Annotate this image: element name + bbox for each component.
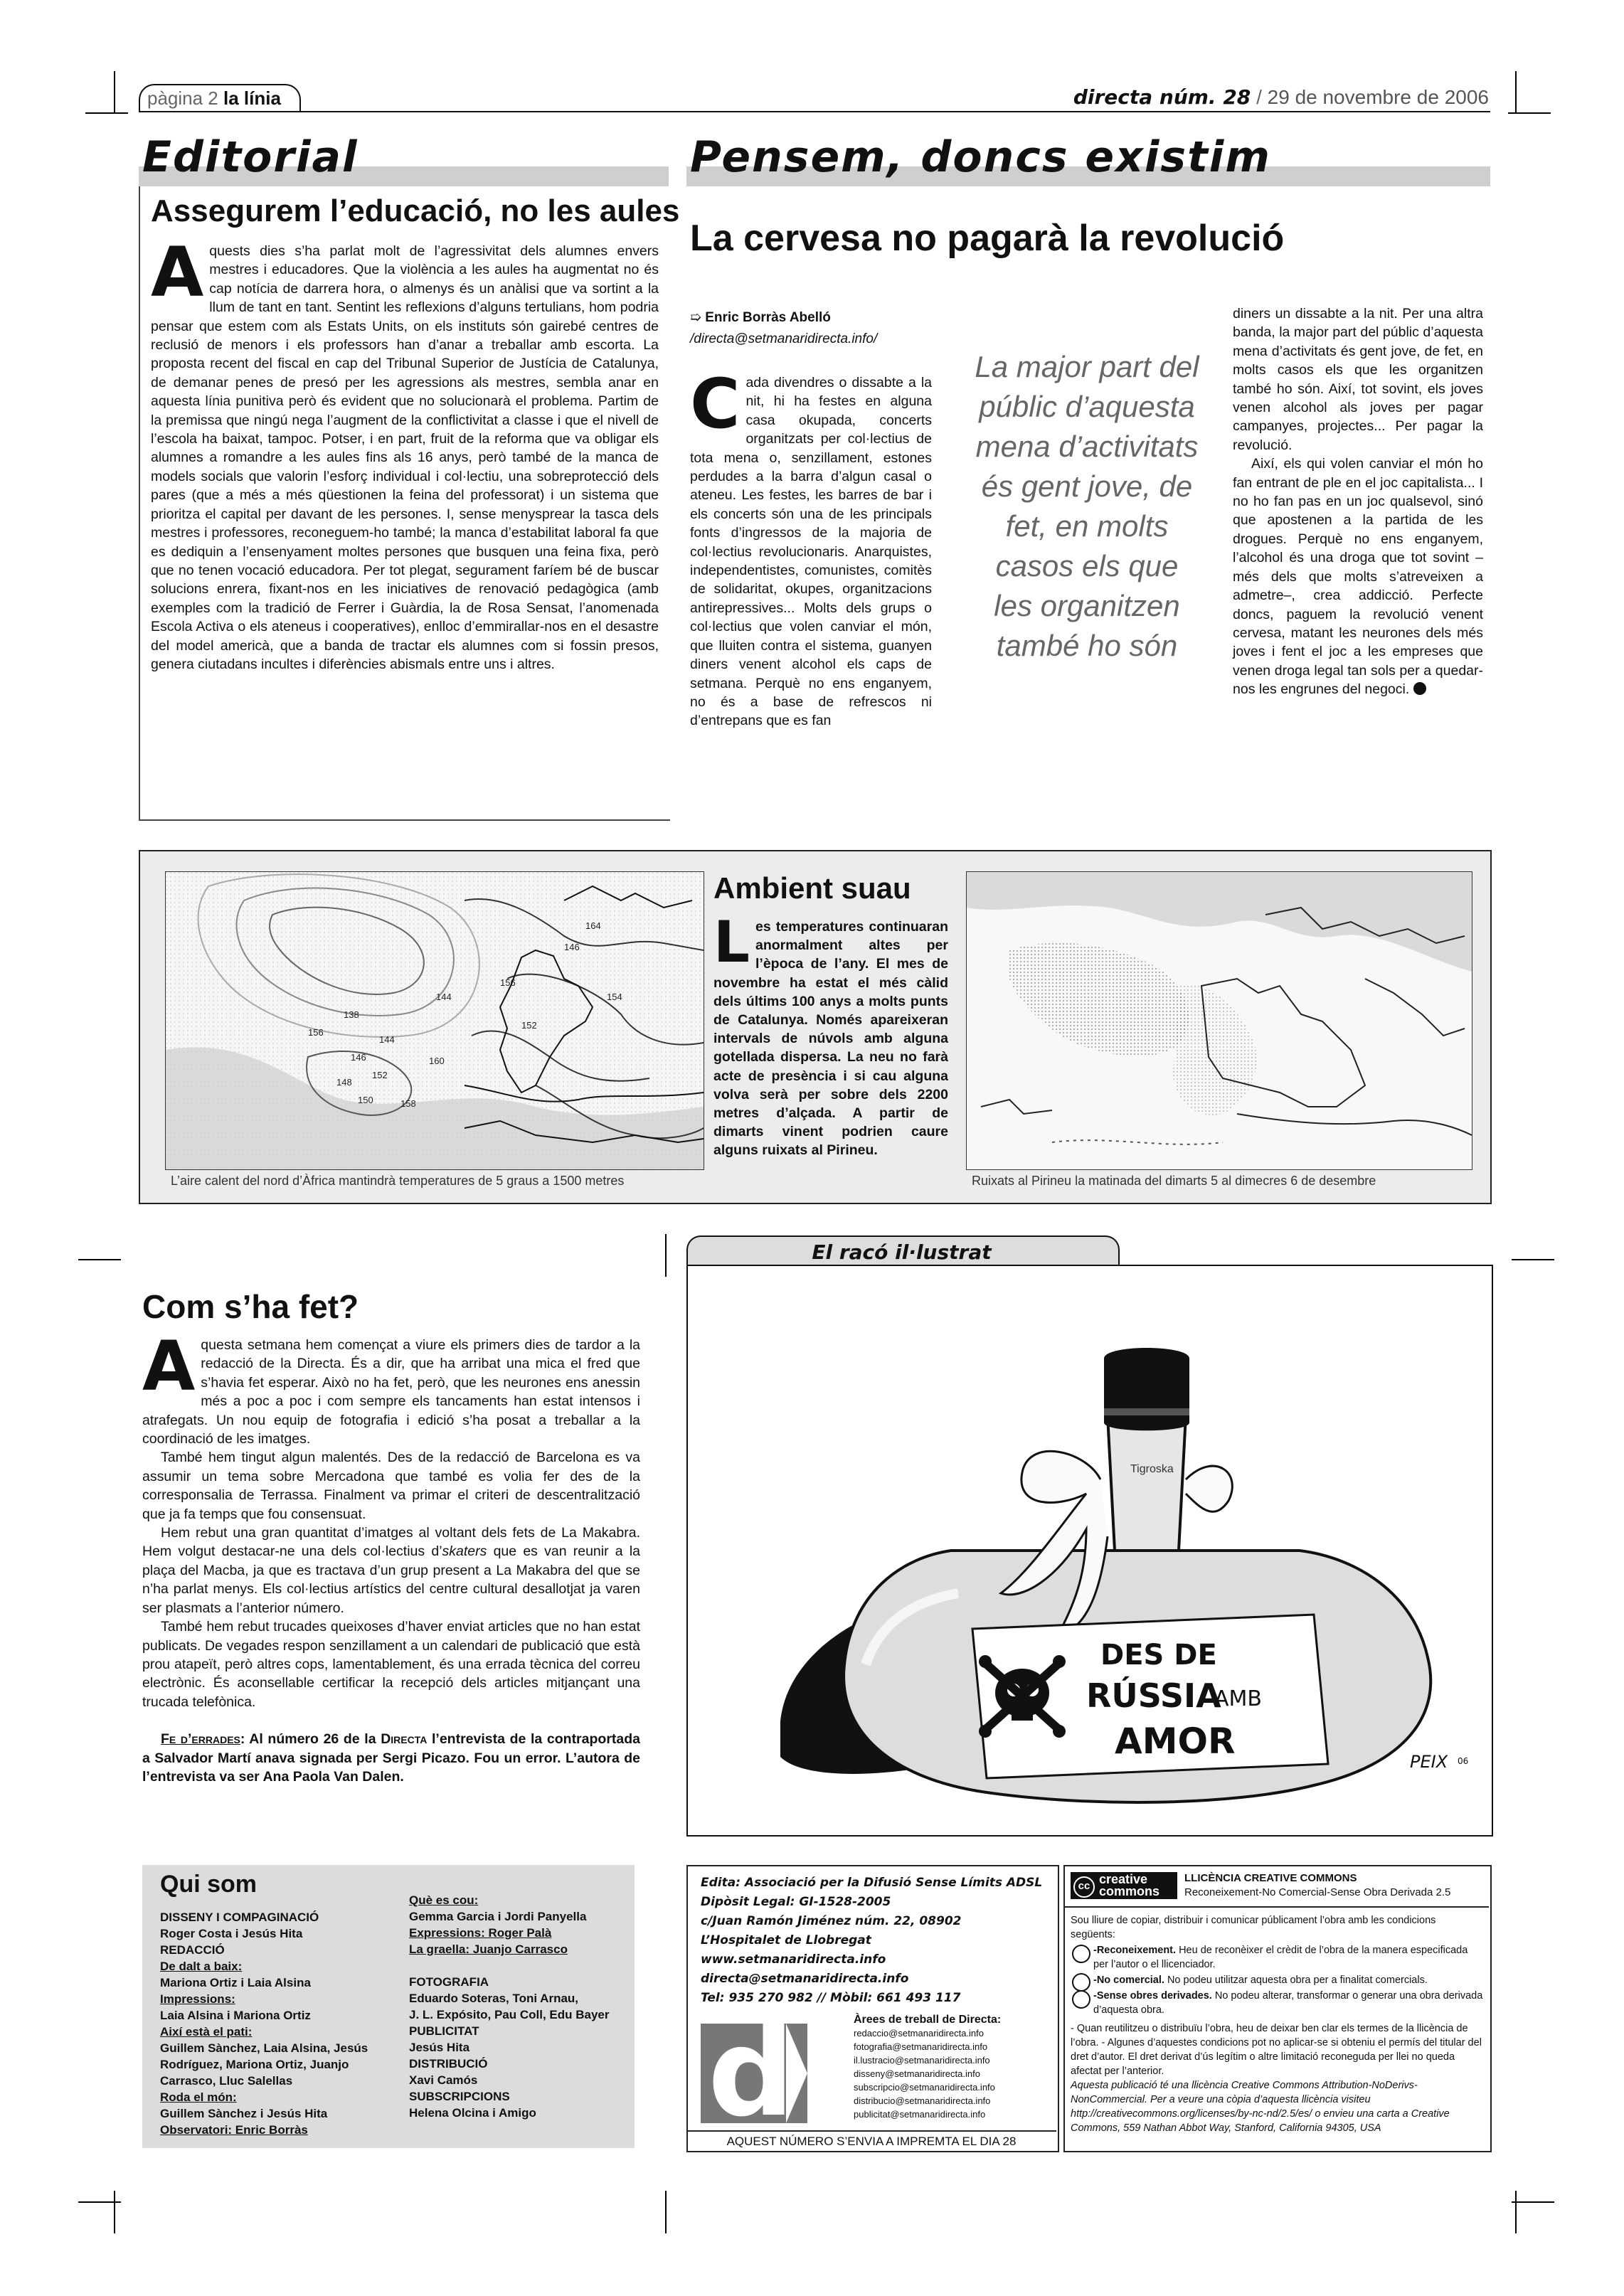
qui-som-right (409, 1892, 630, 2121)
cartoon-signature: PEIX (1410, 1752, 1448, 1772)
opinion-author: Enric Borràs Abelló (705, 310, 831, 325)
opinion-byline (690, 307, 877, 350)
credit-line: Xavi Camós (409, 2073, 478, 2087)
license-subtitle: Reconeixement-No Comercial-Sense Obra Derivada 2.5 (1184, 1886, 1451, 1898)
credit-line: De dalt a baix: (160, 1960, 243, 1973)
work-area-email[interactable]: fotografia@setmanaridirecta.info (854, 2041, 988, 2052)
work-areas (854, 2013, 1053, 2121)
isobar-label: 152 (521, 1020, 537, 1031)
opinion-col3-p2: Així, els qui volen canviar el món ho fan entrant de ple en el joc capitalista... I no ho fan pas en un joc qualsevol, sinó que apostenen a la partida de les drogues. Perquè no ens enganyem, l’alcohol és una droga que tot sovint –més dels que molts s’atreveixen a admetre–, crea addicció. Perfecte doncs, paguem la revolució venent cervesa, matant les neurones dels més joves i fent el joc a les empreses que venen droga legal tan sols per a quedar-nos les engrunes del negoci. (1233, 456, 1483, 698)
print-note: AQUEST NÚMERO S’ENVIA A IMPREMTA EL DIA 28 (686, 2130, 1056, 2149)
weather-text: es temperatures continuaran anormalment altes per l’època de l’any. El mes de novembre ha estat el més càlid dels últims 100 anys a molts punts de Catalunya. Només apareixeran intervals de núvols amb alguna gotellada dispersa. La neu no farà acte de presència i si cau alguna volva serà per sobre dels 2200 metres d’alçada. A partir de dimarts vinent podrien caure alguns ruixats al Pirineu. (713, 919, 948, 1159)
page-number: pàgina 2 (147, 87, 218, 109)
isobar-label: 150 (358, 1095, 373, 1105)
weather-map-left (165, 871, 704, 1170)
credit-line: Laia Alsina i Mariona Ortiz (160, 2009, 311, 2022)
cond1-label: -Reconeixement. (1093, 1945, 1177, 1956)
publisher-line: Edita: Associació per la Difusió Sense Límits ADSL (701, 1876, 1043, 1890)
opinion-col3 (1233, 304, 1483, 699)
editorial-body (151, 233, 659, 674)
cartoon-frame (686, 1265, 1493, 1837)
satellite-map-graphic (967, 872, 1472, 1169)
credit-line: REDACCIÓ (160, 1943, 225, 1957)
credit-line: FOTOGRAFIA (409, 1975, 489, 1989)
work-area-email[interactable]: distribucio@setmanaridirecta.info (854, 2095, 991, 2106)
directa-logo-graphic (701, 2024, 807, 2123)
how-p3a: Hem rebut una gran quantitat d’imatges al voltant dels fets de La Makabra. Hem volgut destacar-ne una dels col·lectius d’ (142, 1525, 640, 1560)
isobar-label: 152 (372, 1070, 388, 1080)
publisher-line: Dipòsit Legal: GI-1528-2005 (701, 1895, 891, 1909)
how-p3-em: skaters (442, 1543, 487, 1560)
credit-line: Guillem Sànchez, Laia Alsina, Jesús (160, 2041, 368, 2055)
cc-logo-word1: creative (1099, 1872, 1148, 1886)
credit-line: Gemma Garcia i Jordi Panyella (409, 1910, 587, 1923)
publisher-info (701, 1874, 1049, 2008)
isobar-label: 144 (379, 1034, 395, 1045)
opinion-pullquote: La major part del públic d’aquesta mena d’activitats és gent jove, de fet, en molts casos els que les organitzen també ho són (975, 350, 1199, 662)
work-area-email[interactable]: disseny@setmanaridirecta.info (854, 2068, 980, 2079)
cc-logo (1071, 1872, 1177, 1899)
isobar-label: 160 (429, 1056, 445, 1066)
cond3-label: -Sense obres derivades. (1093, 1990, 1212, 2002)
credit-line: Així està el pati: (160, 2025, 253, 2039)
credit-line: DISSENY I COMPAGINACIÓ (160, 1910, 319, 1924)
work-area-email[interactable]: il.lustracio@setmanaridirecta.info (854, 2055, 990, 2066)
attribution-icon (1072, 1945, 1090, 1963)
opinion-col3-p1: diners un dissabte a la nit. Per una altra banda, la major part del públic d’aquesta mena d’activitats és gent jove, de fet, en molts casos els que les organitzen també ho són. Així, tot sovint, els joves venen alcohol als joves per pagar campanyes, projectes... Per pagar la revolució. (1233, 306, 1483, 453)
license-rule (1063, 1906, 1489, 1908)
label-line1: DES DE (1100, 1639, 1217, 1671)
cartoon-illustration (688, 1266, 1492, 1835)
isobar-label: 146 (564, 942, 580, 952)
credit-line: Helena Olcina i Amigo (409, 2106, 536, 2120)
how-title: Com s’ha fet? (142, 1288, 359, 1325)
credit-line: Roger Costa i Jesús Hita (160, 1927, 303, 1940)
cc-logo-word2: commons (1099, 1884, 1160, 1898)
publisher-line: Tel: 935 270 982 // Mòbil: 661 493 117 (701, 1991, 961, 2005)
how-dropcap: A (142, 1327, 196, 1406)
weather-title: Ambient suau (713, 871, 911, 905)
license-text (1071, 1913, 1483, 2135)
credit-line: Carrasco, Lluc Salellas (160, 2074, 293, 2088)
weather-text-block (713, 909, 948, 1160)
header-rule (139, 111, 1490, 112)
credit-line: Rodríguez, Mariona Ortiz, Juanjo (160, 2058, 349, 2071)
isobar-label: 138 (344, 1009, 359, 1020)
weather-dropcap: L (713, 909, 750, 975)
label-line2: RÚSSIA (1086, 1676, 1221, 1715)
work-area-email[interactable]: publicitat@setmanaridirecta.info (854, 2109, 986, 2120)
section-name: la línia (223, 87, 281, 109)
license-intro: Sou lliure de copiar, distribuir i comunicar públicament l’obra amb les condicions següents: (1071, 1915, 1436, 1940)
credit-line: SUBSCRIPCIONS (409, 2090, 510, 2103)
opinion-section-title: Pensem, doncs existim (690, 132, 1271, 182)
issue-date: 29 de novembre de 2006 (1267, 86, 1489, 108)
cartoon-tab-label: El racó il·lustrat (812, 1240, 992, 1264)
license-notes: - Quan reutilitzeu o distribuïu l’obra, heu de deixar ben clar els termes de la llicència de l’obra. - Algunes d’aquestes condicions pot no aplicar-se si obteniu el permís del titular del dret d’autor. El dret derivat d’ús legítim o altre limitació reconeguda per llei no queda afectat per l’anterior. (1071, 2023, 1482, 2077)
cc-mark-icon: cc (1073, 1876, 1095, 1898)
isobar-label: 156 (500, 977, 516, 988)
editorial-section-title: Editorial (142, 132, 359, 182)
qui-som-left (160, 1909, 402, 2138)
editorial-text: quests dies s’ha parlat molt de l’agressivitat dels alumnes envers mestres i educadores. Que la violència a les aules ha augmentat no és cap notícia de darrera hora, o almenys és un anàlisi que va sortint a la llum de tant en tant. Sentint les reflexions d’alguns tertulians, hom podria pensar que estem com als Estats Units, on els instituts són gairebé centres de reclusió de menors i els professors han d’anar a treballar amb escorta. La proposta recent del fiscal en cap del Tribunal Superior de Justícia de Catalunya, de demanar penes de presó per les agressions als mestres, sembla anar en aquesta línia punitiva però és evident que no solucionarà el problema. Partim de la premissa que ningú nega l’augment de la conflictivitat a classe i que el nivell de l’escola ha baixat, tampoc. Potser, i en part, fruit de la reforma que va obligar els alumnes a romandre a les aules fins als 16 anys, però també de la manca de models socials que valorin l’esforç individual i col·lectiu, una sobreprotecció dels pares (que a més a més qüestionen la feina del professorat) i un sistema que prioritza el capital per davant de les persones. I, sense menysprear la tasca dels mestres i professores, reconeguem-ho també; la manca d’estabilitat laboral fa que es dediquin a l’ensenyament moltes persones que busquen una feina fixa, però que no tenen vocació educadora. Per tot plegat, segurament faríem bé de buscar solucions enrera, fixant-nos en les iniciatives de renovació pedagògica (amb exemples com la tradició de Ferrer i Guàrdia, la de Rosa Sensat, l’anomenada Escola Activa o els ateneus i cooperatives), enlloc d’emmirallar-nos en el desastre del model americà, que a banda de tractar els alumnes com si fossin presos, genera ciutadans incultes i diferències abismals entre uns i altres. (151, 243, 659, 672)
credit-line: Jesús Hita (409, 2041, 470, 2054)
qui-som-title: Qui som (160, 1871, 258, 1898)
credit-line: Eduardo Soteras, Toni Arnau, (409, 1992, 579, 2005)
isobar-label: 146 (351, 1052, 366, 1063)
editorial-dropcap: A (151, 233, 204, 312)
label-amb: AMB (1214, 1686, 1262, 1711)
how-body (142, 1327, 640, 1786)
credit-line: Observatori: Enric Borràs (160, 2123, 308, 2137)
weather-map-right (966, 871, 1472, 1170)
weather-caption-right: Ruixats al Pirineu la matinada del dimarts 5 al dimecres 6 de desembre (972, 1174, 1376, 1188)
errata-label: Fe d’errades (161, 1731, 240, 1748)
publisher-line: c/Juan Ramón Jiménez núm. 22, 08902 (701, 1914, 962, 1928)
opinion-col1 (690, 364, 932, 730)
how-p1: questa setmana hem començat a viure els primers dies de tardor a la redacció de la Directa. És a dir, que ha arribat una mica el fred que s’havia fet esperar. Això no ha fet, però, que les neurones ens anessin més a poc a poc i com sempre els tancaments han estat intensos i atrafegats. Un nou equip de fotografia i edició s’ha posat a treballar a la coordinació de les imatges. (142, 1337, 640, 1447)
cartoon-signature-year: 06 (1458, 1756, 1469, 1766)
credit-line: Què es cou: (409, 1893, 479, 1907)
publication-name: directa núm. 28 (1073, 85, 1251, 109)
how-p2: També hem tingut algun malentés. Des de la redacció de Barcelona es va assumir un tema sobre Mercadona que també es volia fer des de la corresponsalia de Terrassa. Finalment va primar el criteri de descentralització que ja fa temps que fou consensuat. (142, 1450, 640, 1522)
work-areas-title: Àrees de treball de Directa: (854, 2014, 1002, 2026)
cond3-text: No podeu alterar, transformar o generar una obra derivada d’aquesta obra. (1093, 1990, 1483, 2016)
publisher-line: L’Hospitalet de Llobregat (701, 1933, 871, 1947)
noderivs-icon (1072, 1990, 1090, 2009)
license-title: LLICÈNCIA CREATIVE COMMONS (1184, 1872, 1357, 1884)
how-p4: També hem rebut trucades queixoses d’haver enviat articles que no han estat publicats. De vegades respon senzillament a un calendari de publicació que està prou atapeït, però altres cops, lamentablement, és una errada tècnica del correu electrònic. És aconsellable certificar la recepció dels articles mitjançant una trucada telefònica. (142, 1619, 640, 1710)
label-line3: AMOR (1115, 1721, 1236, 1762)
errata-directa: Directa (381, 1731, 428, 1748)
opinion-col1-text: ada divendres o dissabte a la nit, hi ha festes en alguna casa okupada, concerts organitzats per col·lectius de tota mena o, senzillament, estones perdudes a la barra d’algun casal o ateneu. Les festes, les barres de bar i els concerts són una de les principals fonts d’ingressos de la majoria de col·lectius revolucionaris. Anarquistes, independentistes, comunistes, comitès de solidaritat, okupes, organitzacions antirepressives... Molts dels grups o col·lectius que volen canviar el món, que lluiten contra el sistema, guanyen diners venent alcohol els caps de setmana. Perquè no ens enganyem, no és a base de refrescos ni d’entrepans que es fan (690, 375, 932, 729)
page-label-tab (139, 84, 301, 111)
end-mark-icon (1413, 682, 1426, 695)
how-p3b: que es van reunir a la plaça del Macba, ja que es tractava d’un grup present a La Makabra del que se n’ha parlat menys. Els col·lectius artístics del centre cultural desallotjat ja varen ser plasmats a l’anterior número. (142, 1543, 640, 1616)
editorial-headline: Assegurem l’educació, no les aules (151, 193, 680, 228)
isobar-label: 144 (436, 992, 452, 1002)
weather-caption-left: L’aire calent del nord d’Àfrica mantindrà temperatures de 5 graus a 1500 metres (171, 1174, 625, 1188)
credit-line (409, 1957, 630, 1974)
cond2-label: -No comercial. (1093, 1975, 1164, 1986)
credit-line: J. L. Expósito, Pau Coll, Edu Bayer (409, 2008, 610, 2021)
publisher-line[interactable]: directa@setmanaridirecta.info (701, 1972, 909, 1986)
isobar-label: 148 (336, 1077, 352, 1088)
page-header: pàgina 2 la línia directa núm. 28 / 29 de novembre de 2006 (139, 84, 1490, 112)
credit-line: Expressions: Roger Palà (409, 1926, 552, 1940)
isobar-label: 154 (607, 992, 622, 1002)
isobar-label: 158 (400, 1098, 416, 1109)
credit-line: Mariona Ortiz i Laia Alsina (160, 1976, 311, 1989)
license-italic-note: Aquesta publicació té una llicència Creative Commons Attribution-NoDerivs-NonCommercial. Per a veure una còpia d’aquesta llicència visiteu http://creativecommons.org/licenses/by-nc-nd/2.5/es/ o envieu una carta a Creative Commons, 559 Nathan Abbot Way, Stanford, California 94305, USA (1071, 2080, 1450, 2134)
directa-logo (701, 2024, 807, 2123)
opinion-headline: La cervesa no pagarà la revolució (690, 218, 1285, 259)
errata-b: l’entrevista de la contraportada a Salvador Martí anava signada per Sergi Picazo. Fou un error. L’autora de l’entrevista va ser Ana Paola Van Dalen. (142, 1731, 640, 1785)
work-area-email[interactable]: redaccio@setmanaridirecta.info (854, 2028, 985, 2039)
arrow-icon: ➯ (690, 310, 706, 325)
credit-line: DISTRIBUCIÓ (409, 2057, 488, 2071)
isobar-map-graphic (166, 872, 704, 1169)
credit-line: PUBLICITAT (409, 2024, 479, 2038)
credit-line: Roda el món: (160, 2090, 237, 2104)
cond1-text: Heu de reconèixer el crèdit de l’obra de la manera especificada per l’autor o el llicenciador. (1093, 1945, 1468, 1970)
cond2-text: No podeu utilitzar aquesta obra per a finalitat comercials. (1164, 1975, 1428, 1986)
work-area-email[interactable]: subscripcio@setmanaridirecta.info (854, 2082, 995, 2093)
neck-text: Tigroska (1130, 1463, 1174, 1475)
credit-line: La graella: Juanjo Carrasco (409, 1942, 568, 1956)
opinion-email[interactable]: /directa@setmanaridirecta.info/ (690, 331, 878, 346)
credit-line: Impressions: (160, 1992, 235, 2006)
isobar-label: 156 (308, 1027, 324, 1038)
logo-letter: d (708, 2024, 795, 2123)
opinion-dropcap: C (690, 364, 741, 444)
credit-line: Guillem Sànchez i Jesús Hita (160, 2107, 328, 2120)
errata-a: : Al número 26 de la (240, 1731, 381, 1748)
publisher-line[interactable]: www.setmanaridirecta.info (701, 1952, 886, 1967)
isobar-label: 164 (585, 920, 601, 931)
